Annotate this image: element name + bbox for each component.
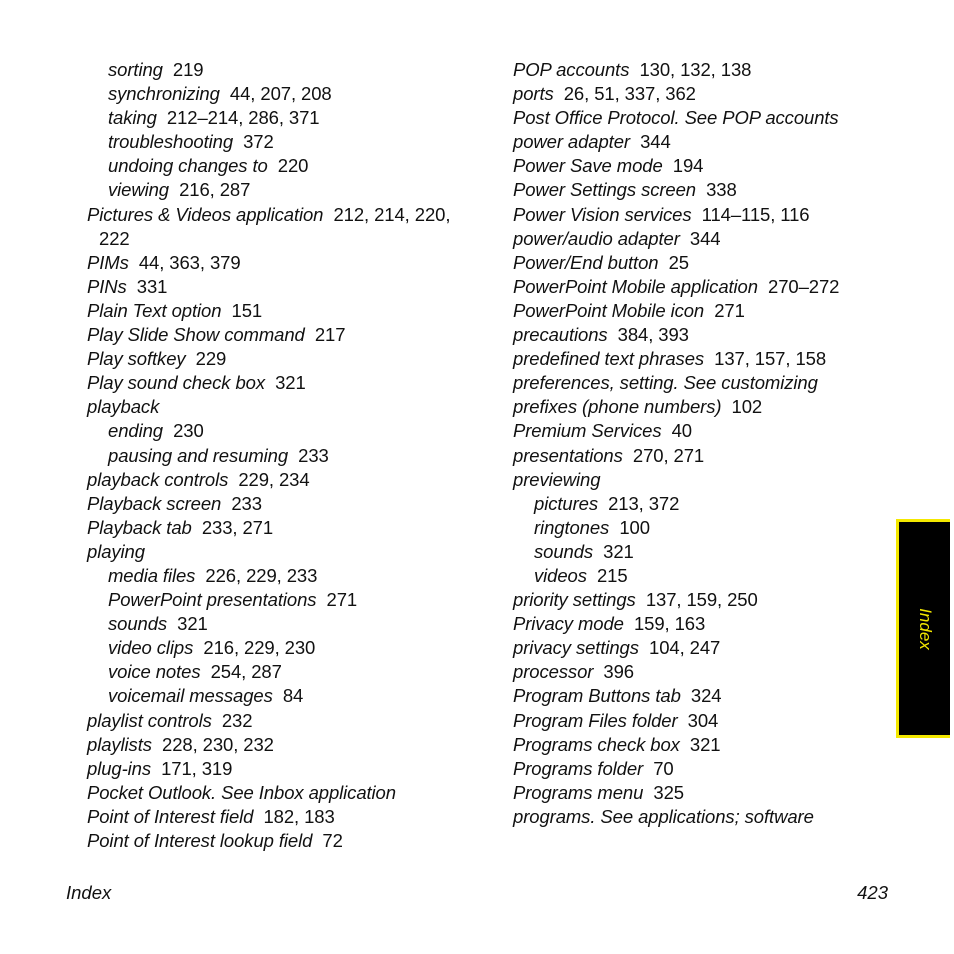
index-entry: [513, 58, 893, 82]
index-term: Post Office Protocol. See POP accounts: [513, 107, 839, 129]
index-entry: [87, 468, 477, 492]
index-column-right: [513, 58, 893, 829]
index-entry: [513, 516, 893, 540]
index-entry: [87, 829, 477, 853]
index-page-refs: 321: [689, 733, 721, 755]
index-term: playing: [87, 540, 145, 562]
index-entry: [513, 82, 893, 106]
index-term: Pictures & Videos application: [87, 203, 324, 225]
index-page-refs: 219: [172, 59, 204, 80]
index-term: PowerPoint presentations: [108, 589, 317, 611]
index-page-refs: 100: [619, 516, 650, 538]
index-entry: [513, 540, 893, 564]
index-page-refs: 216, 287: [179, 179, 251, 201]
index-page-refs: 233: [298, 444, 329, 466]
index-entry: [513, 757, 893, 781]
index-term: taking: [108, 107, 157, 129]
index-term: Programs menu: [513, 781, 644, 803]
index-page-refs: 226, 229, 233: [205, 564, 318, 586]
index-page-refs: 26, 51, 337, 362: [563, 83, 696, 105]
index-term: sorting: [108, 59, 163, 80]
index-page-refs: 171, 319: [161, 757, 233, 779]
index-entry: [513, 371, 893, 395]
index-term: undoing changes to: [108, 155, 268, 177]
index-entry: [87, 58, 477, 82]
index-entry: [87, 588, 477, 612]
index-term: playlist controls: [87, 709, 212, 731]
index-page-refs: 25: [668, 251, 689, 273]
index-page-refs: 233: [231, 492, 262, 514]
index-entry: [513, 492, 893, 516]
index-term: processor: [513, 661, 594, 683]
index-entry: [87, 275, 477, 299]
index-entry: [513, 130, 893, 154]
index-term: predefined text phrases: [513, 348, 705, 370]
index-entry: [87, 178, 477, 202]
index-term: Play Slide Show command: [87, 324, 305, 346]
index-term: ringtones: [534, 516, 610, 538]
index-page-refs: 229: [195, 348, 227, 370]
index-term: ending: [108, 420, 163, 442]
footer-section-label: Index: [66, 882, 112, 903]
index-entry: [87, 612, 477, 636]
index-entry: [513, 684, 893, 708]
index-entry: [513, 805, 893, 829]
index-entry: [513, 106, 893, 130]
index-term: Playback screen: [87, 492, 222, 514]
index-page-refs: 396: [603, 661, 634, 683]
index-side-tab-label: Index: [915, 607, 935, 650]
index-page-refs: 321: [177, 613, 208, 635]
index-page-refs: 271: [326, 589, 358, 611]
index-entry: [87, 781, 477, 805]
index-term: voicemail messages: [108, 685, 273, 707]
index-page-refs: 40: [671, 420, 692, 442]
index-entry: [513, 636, 893, 660]
index-term: Program Buttons tab: [513, 685, 681, 707]
index-page-refs: 102: [731, 396, 763, 418]
index-page-refs: 321: [603, 540, 634, 562]
index-term: Privacy mode: [513, 613, 624, 635]
index-page-refs: 324: [690, 685, 722, 707]
index-term: videos: [534, 564, 587, 586]
index-page-refs: 215: [596, 564, 628, 586]
index-term: Power Vision services: [513, 203, 692, 225]
index-page-refs: 321: [275, 372, 306, 394]
index-entry: [87, 130, 477, 154]
index-term: playlists: [87, 733, 152, 755]
index-term: previewing: [513, 468, 601, 490]
index-term: PowerPoint Mobile application: [513, 275, 758, 297]
index-page-refs: 232: [221, 709, 253, 731]
index-page-refs: 270, 271: [632, 444, 705, 466]
index-term: sounds: [108, 613, 168, 635]
index-entry: [87, 371, 477, 395]
index-page-refs: 212–214, 286, 371: [166, 107, 320, 129]
index-entry: [513, 419, 893, 443]
index-page-refs: 213, 372: [608, 492, 680, 514]
index-page-refs: 338: [706, 179, 737, 201]
index-page-refs: 159, 163: [633, 613, 706, 635]
index-entry: [87, 516, 477, 540]
index-page-refs: 216, 229, 230: [203, 637, 316, 659]
index-entry: [513, 709, 893, 733]
index-page-refs: 304: [687, 709, 719, 731]
index-term: power adapter: [513, 131, 630, 153]
index-page-refs: 222: [99, 227, 130, 249]
index-page-refs: 137, 159, 250: [645, 589, 758, 611]
index-term: sounds: [534, 540, 594, 562]
index-term: Program Files folder: [513, 709, 678, 731]
index-entry: [87, 805, 477, 829]
index-entry: [87, 106, 477, 130]
index-term: playback controls: [87, 468, 229, 490]
index-entry: [513, 154, 893, 178]
index-page-refs: 104, 247: [649, 637, 721, 659]
index-entry: [513, 468, 893, 492]
index-term: plug-ins: [87, 757, 151, 779]
index-term: synchronizing: [108, 83, 220, 105]
index-entry: [87, 251, 477, 275]
index-entry: [513, 203, 893, 227]
index-term: media files: [108, 564, 196, 586]
index-page-refs: 254, 287: [210, 661, 282, 683]
index-page-refs: 372: [243, 131, 274, 153]
index-page-refs: 229, 234: [238, 468, 310, 490]
index-term: Programs folder: [513, 757, 644, 779]
index-term: Play softkey: [87, 348, 186, 370]
index-entry: [513, 275, 893, 299]
index-term: PIMs: [87, 251, 129, 273]
index-page-refs: 344: [689, 227, 721, 249]
index-page-refs: 384, 393: [617, 324, 689, 346]
index-term: precautions: [513, 324, 608, 346]
index-entry: [513, 299, 893, 323]
index-entry: [87, 299, 477, 323]
index-page-refs: 70: [653, 757, 674, 779]
index-page-refs: 220: [277, 155, 309, 177]
index-term: presentations: [513, 444, 623, 466]
index-entry: [87, 203, 477, 227]
index-entry: [87, 757, 477, 781]
index-column-left: [87, 58, 477, 853]
index-page-refs: 44, 207, 208: [229, 83, 332, 105]
index-entry: [513, 178, 893, 202]
index-term: power/audio adapter: [513, 227, 680, 249]
index-entry: [513, 781, 893, 805]
index-term: Plain Text option: [87, 299, 222, 321]
index-term: Power Settings screen: [513, 179, 696, 201]
index-term: programs. See applications; software: [513, 805, 814, 827]
index-entry: [87, 419, 477, 443]
index-term: Power/End button: [513, 251, 659, 273]
index-term: Playback tab: [87, 516, 192, 538]
index-entry: [87, 323, 477, 347]
index-entry: [87, 444, 477, 468]
index-entry: [87, 684, 477, 708]
index-term: privacy settings: [513, 637, 639, 659]
index-entry: [87, 636, 477, 660]
index-page-refs: 137, 157, 158: [714, 348, 827, 370]
index-entry: [513, 660, 893, 684]
index-page-refs: 44, 363, 379: [138, 251, 241, 273]
index-term: prefixes (phone numbers): [513, 396, 722, 418]
index-term: Premium Services: [513, 420, 662, 442]
index-page-refs: 271: [714, 299, 745, 321]
index-page-refs: 230: [173, 420, 204, 442]
index-term: voice notes: [108, 661, 201, 683]
index-entry: [513, 395, 893, 419]
index-entry: [513, 444, 893, 468]
index-term: Point of Interest lookup field: [87, 830, 313, 851]
index-entry: [87, 82, 477, 106]
index-entry: [87, 227, 477, 251]
index-entry: [513, 347, 893, 371]
index-page-refs: 331: [136, 275, 168, 297]
index-term: playback: [87, 396, 160, 418]
footer-page-number: 423: [857, 882, 888, 903]
index-entry: [513, 564, 893, 588]
index-entry: [87, 540, 477, 564]
index-entry: [87, 154, 477, 178]
index-term: PINs: [87, 275, 127, 297]
index-term: Power Save mode: [513, 155, 663, 177]
index-entry: [87, 395, 477, 419]
index-term: PowerPoint Mobile icon: [513, 299, 705, 321]
index-term: preferences, setting. See customizing: [513, 372, 818, 394]
index-term: video clips: [108, 637, 194, 659]
index-entry: [513, 612, 893, 636]
index-term: Pocket Outlook. See Inbox application: [87, 781, 396, 803]
index-page-refs: 233, 271: [201, 516, 274, 538]
index-page-refs: 344: [640, 131, 671, 153]
index-page-refs: 84: [282, 685, 304, 707]
index-page-refs: 217: [314, 324, 346, 346]
index-term: troubleshooting: [108, 131, 234, 153]
index-entry: [513, 733, 893, 757]
index-entry: [87, 347, 477, 371]
index-entry: [87, 660, 477, 684]
index-entry: [87, 492, 477, 516]
index-page-refs: 270–272: [768, 275, 840, 297]
index-entry: [513, 251, 893, 275]
index-page-refs: 212, 214, 220,: [333, 203, 451, 225]
index-page-refs: 72: [322, 830, 343, 851]
index-term: Play sound check box: [87, 372, 265, 394]
index-page-refs: 325: [653, 781, 684, 803]
index-term: Point of Interest field: [87, 805, 254, 827]
index-page-refs: 194: [672, 155, 704, 177]
index-term: Programs check box: [513, 733, 680, 755]
index-term: viewing: [108, 179, 169, 201]
index-page-refs: 182, 183: [263, 805, 335, 827]
index-term: priority settings: [513, 589, 636, 611]
index-page-refs: 151: [231, 299, 263, 321]
index-term: pictures: [534, 492, 598, 514]
index-page-refs: 114–115, 116: [701, 203, 810, 225]
index-term: POP accounts: [513, 59, 630, 80]
index-entry: [513, 588, 893, 612]
index-entry: [87, 564, 477, 588]
index-entry: [87, 709, 477, 733]
index-term: ports: [513, 83, 554, 105]
index-entry: [513, 227, 893, 251]
index-entry: [87, 733, 477, 757]
index-term: pausing and resuming: [108, 444, 289, 466]
index-page-refs: 130, 132, 138: [639, 59, 752, 80]
index-entry: [513, 323, 893, 347]
index-side-tab[interactable]: [896, 519, 950, 738]
index-page-refs: 228, 230, 232: [162, 733, 274, 755]
